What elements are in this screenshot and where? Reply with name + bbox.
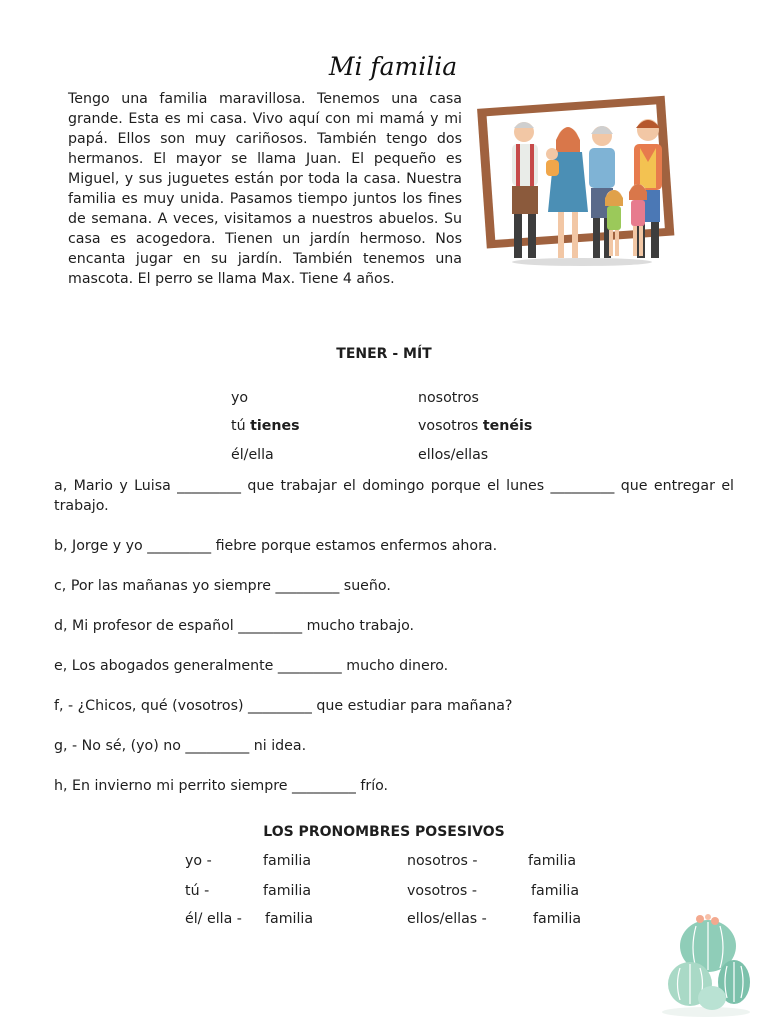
conj-ellos-ellas: ellos/ellas: [418, 447, 489, 463]
poss-pronoun: tú -: [185, 883, 210, 899]
exercise-d: d, Mi profesor de español _________ mucho trabajo.: [54, 618, 415, 634]
poss-familia: familia: [528, 853, 577, 869]
poss-pronoun: nosotros -: [407, 853, 478, 869]
exercise-c: c, Por las mañanas yo siempre _________ sueño.: [54, 578, 391, 594]
page-title: Mi familia: [328, 52, 458, 81]
poss-familia: familia: [531, 883, 580, 899]
exercise-a: a, Mario y Luisa _________ que trabajar el domingo porque el lunes _________ que entregar el trabajo.: [54, 478, 734, 514]
cactus-illustration: [648, 908, 760, 1020]
tener-heading: TENER - MÍT: [336, 346, 432, 362]
conj-nosotros: nosotros: [418, 390, 479, 406]
exercise-h: h, En invierno mi perrito siempre _________ frío.: [54, 778, 389, 794]
conj-el-ella: él/ella: [231, 447, 274, 463]
poss-pronoun: yo -: [185, 853, 212, 869]
exercise-b: b, Jorge y yo _________ fiebre porque estamos enfermos ahora.: [54, 538, 498, 554]
conj-vosotros: vosotros tenéis: [418, 418, 533, 434]
story-paragraph: Tengo una familia maravillosa. Tenemos una casa grande. Esta es mi casa. Vivo aquí con mi mamá y mi papá. Ellos son muy cariñosos. También tengo dos hermanos. El mayor se llama Juan. El pequeño es Miguel, y sus juguetes están por toda la casa. Nuestra familia es muy unida. Pasamos tiempo juntos los fines de semana. A veces, visitamos a nuestros abuelos. Su casa es acogedora. Tienen un jardín hermoso. Nos encanta jugar en su jardín. También tenemos una mascota. El perro se llama Max. Tiene 4 años.: [68, 91, 462, 287]
exercise-g: g, - No sé, (yo) no _________ ni idea.: [54, 738, 307, 754]
poss-familia: familia: [265, 911, 314, 927]
poss-pronoun: ellos/ellas -: [407, 911, 487, 927]
family-portrait-illustration: [474, 88, 682, 270]
poss-familia: familia: [263, 883, 312, 899]
poss-pronoun: él/ ella -: [185, 911, 242, 927]
poss-familia: familia: [533, 911, 582, 927]
poss-familia: familia: [263, 853, 312, 869]
conj-yo: yo: [231, 390, 249, 406]
poss-pronoun: vosotros -: [407, 883, 477, 899]
posesivos-heading: LOS PRONOMBRES POSESIVOS: [263, 824, 505, 840]
exercise-e: e, Los abogados generalmente _________ mucho dinero.: [54, 658, 449, 674]
conj-tu: tú tienes: [231, 418, 300, 434]
exercise-f: f, - ¿Chicos, qué (vosotros) _________ que estudiar para mañana?: [54, 698, 513, 714]
